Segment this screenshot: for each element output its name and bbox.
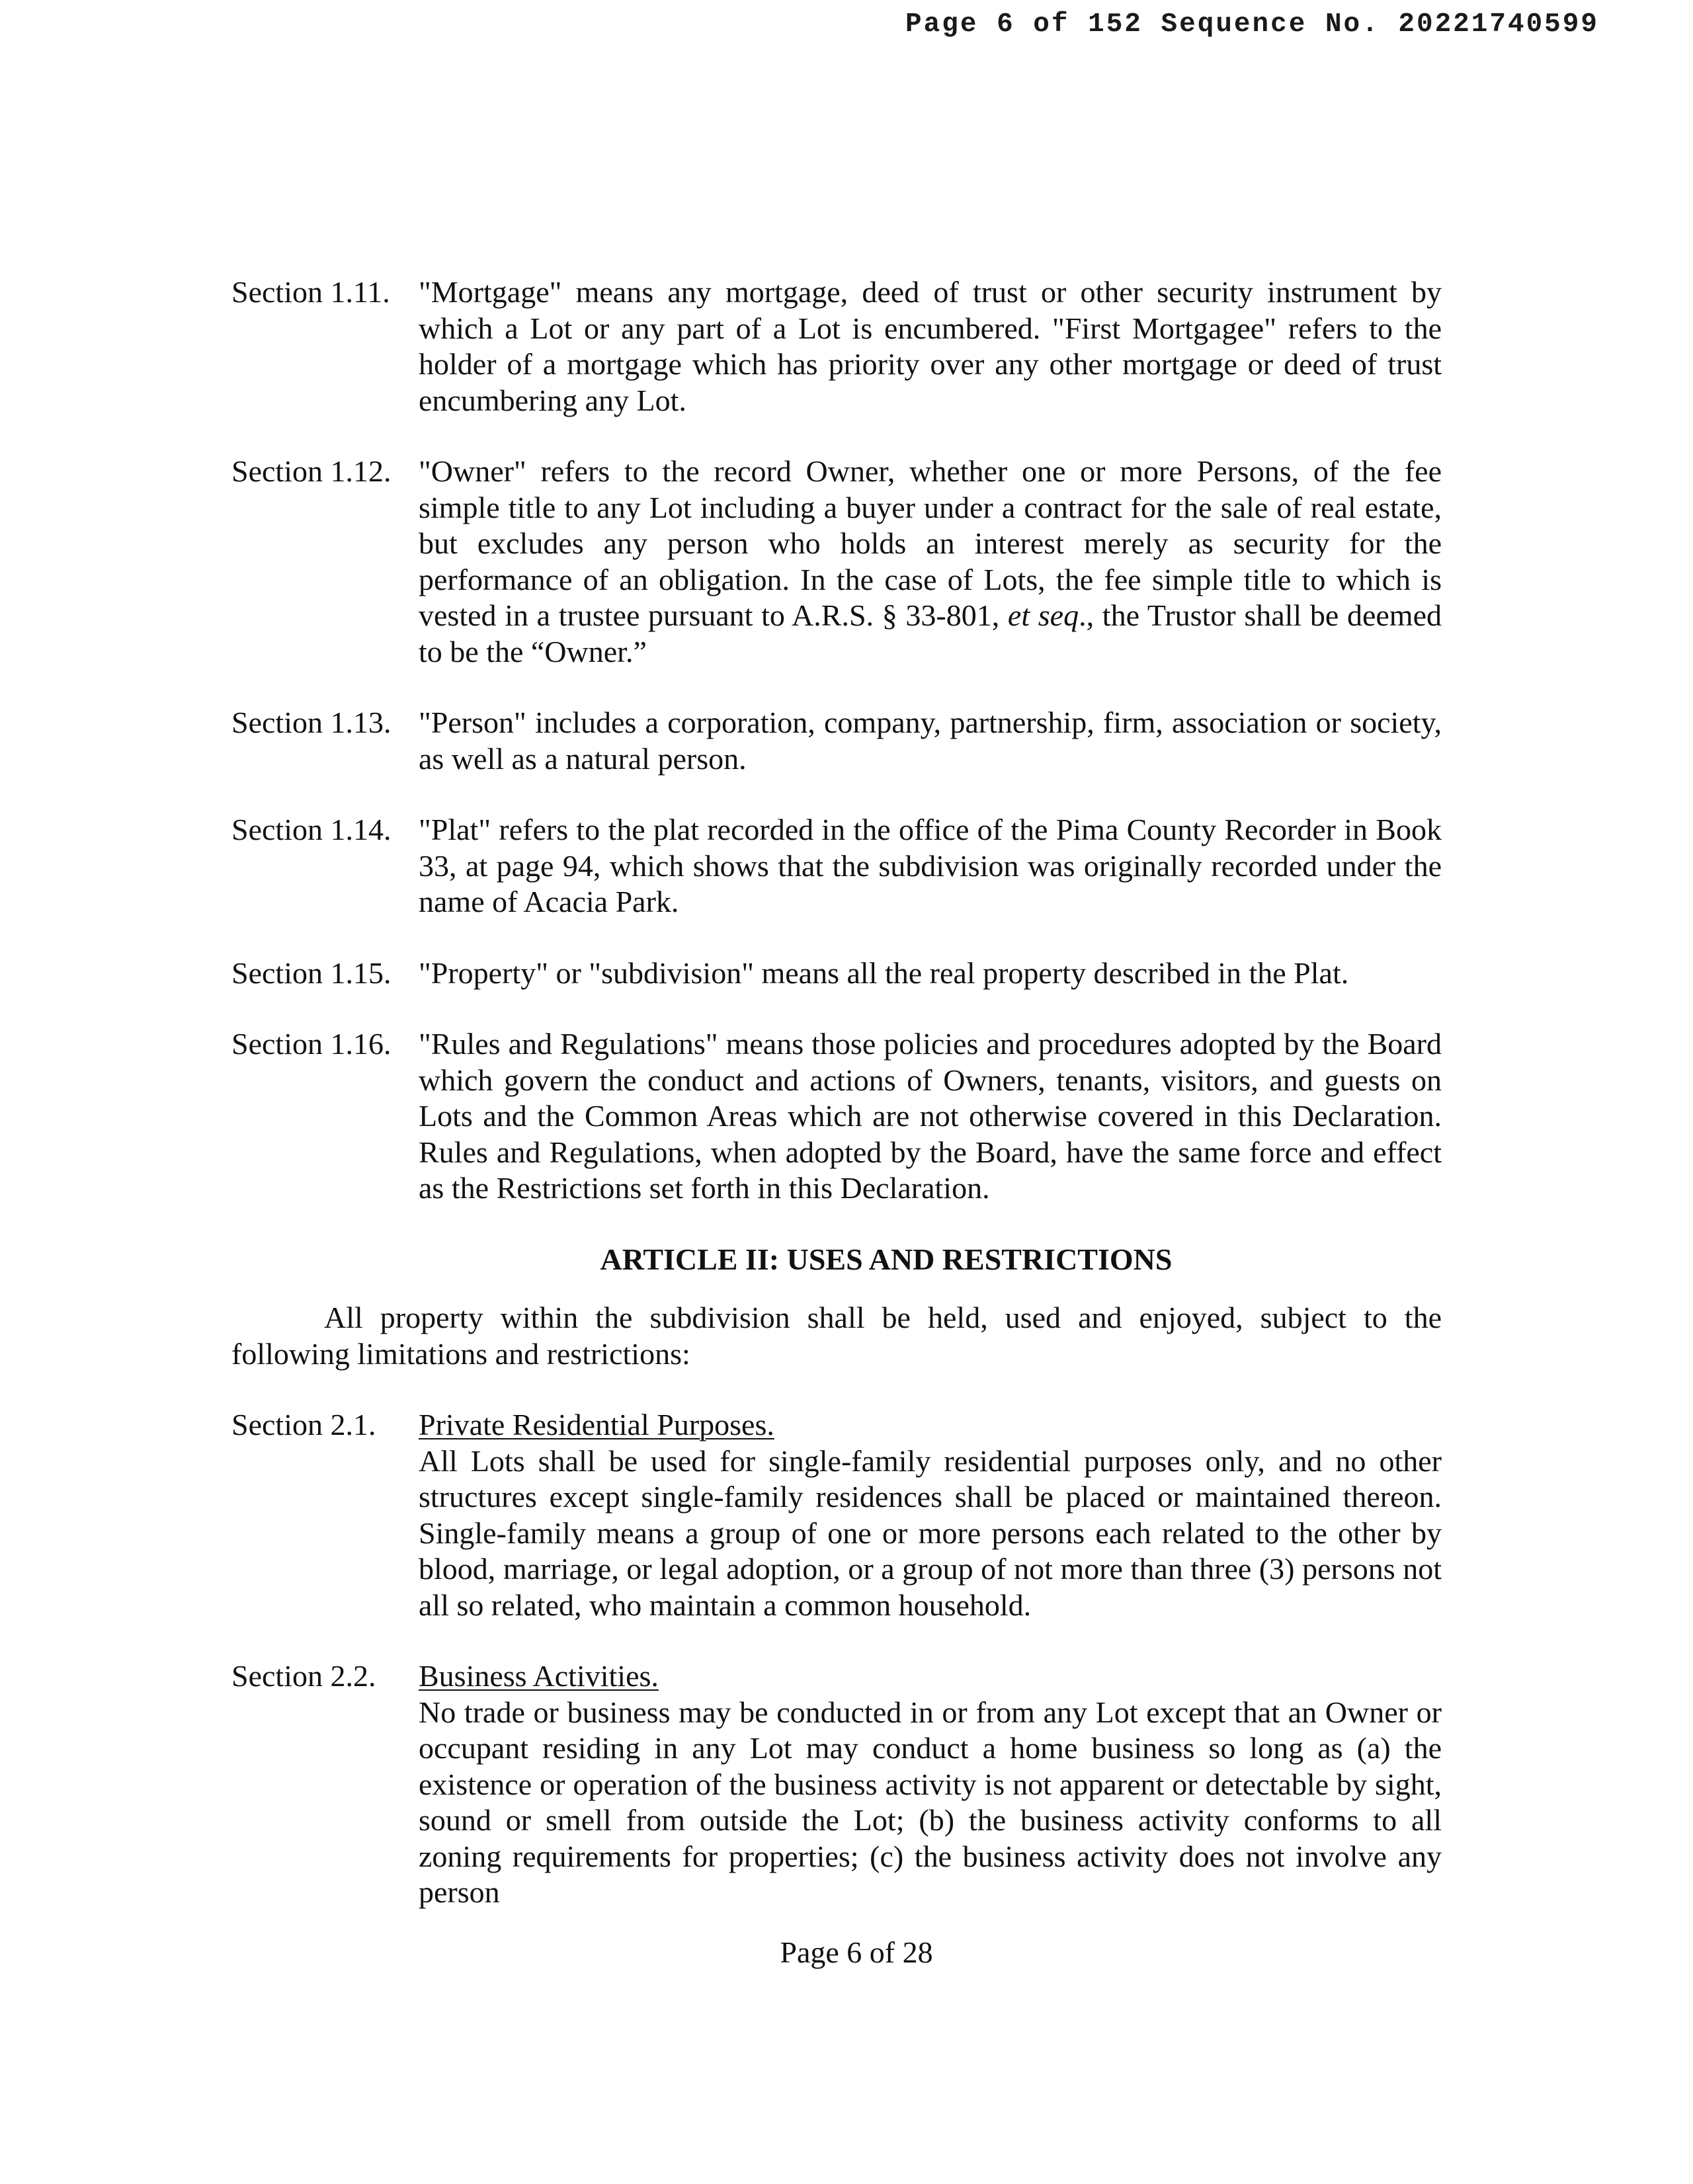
section-number: Section 2.2.	[231, 1659, 376, 1693]
italic-term: et seq	[1007, 598, 1079, 632]
section-2-2	[231, 1658, 1442, 1911]
section-text: "Rules and Regulations" means those policies and procedures adopted by the Board which govern the conduct and actions of Owners, tenants, visitors, and guests on Lots and the Common Areas which are not otherwise covered in this Declaration. Rules and Regulations, when adopted by the Board, have the same force and effect as the Restrictions set forth in this Declaration.	[419, 1027, 1442, 1205]
section-text: No trade or business may be conducted in or from any Lot except that an Owner or occupant residing in any Lot may conduct a home business so long as (a) the existence or operation of the business activity is not apparent or detectable by sight, sound or smell from outside the Lot; (b) the business activity conforms to all zoning requirements for properties; (c) the business activity does not involve any person	[419, 1695, 1442, 1909]
section-text-part: ., the Trustor shall be deemed to be the “Owner.”	[419, 598, 1442, 668]
section-2-1	[231, 1407, 1442, 1623]
section-text: All Lots shall be used for single-family residential purposes only, and no other structures except single-family residences shall be placed or maintained thereon. Single-family means a group of one or more persons each related to the other by blood, marriage, or legal adoption, or a group of not more than three (3) persons not all so related, who maintain a common household.	[419, 1443, 1442, 1622]
section-content	[419, 1407, 1442, 1623]
section-text: "Person" includes a corporation, company, partnership, firm, association or society, as well as a natural person.	[419, 706, 1442, 776]
section-number: Section 1.11.	[231, 275, 390, 309]
section-1-16	[231, 1026, 1442, 1207]
section-text: "Property" or "subdivision" means all the real property described in the Plat.	[419, 955, 1349, 990]
recording-sequence-stamp: Page 6 of 152 Sequence No. 20221740599	[905, 9, 1599, 40]
article-intro: All property within the subdivision shall be held, used and enjoyed, subject to the following limitations and restrictions:	[231, 1301, 1442, 1371]
section-1-12	[231, 454, 1442, 670]
section-number: Section 1.12.	[231, 454, 392, 488]
article-heading: ARTICLE II: USES AND RESTRICTIONS	[600, 1242, 1173, 1276]
section-text: "Mortgage" means any mortgage, deed of trust or other security instrument by which a Lot or any part of a Lot is encumbered. "First Mortgagee" refers to the holder of a mortgage which has priority over any other mortgage or deed of trust encumbering any Lot.	[419, 275, 1442, 417]
section-1-11	[231, 274, 1442, 419]
document-body	[231, 274, 1442, 1911]
section-text	[419, 454, 1442, 670]
section-text: "Plat" refers to the plat recorded in the office of the Pima County Recorder in Book 33, at page 94, which shows that the subdivision was originally recorded under the name of Acacia Park.	[419, 813, 1442, 918]
section-text-part: "Owner" refers to the record Owner, whether one or more Persons, of the fee simple title to any Lot including a buyer under a contract for the sale of real estate, but excludes any person who holds an interest merely as security for the performance of an obligation. In the case of Lots, the fee simple title to which is vested in a trustee pursuant to A.R.S. § 33-801,	[419, 454, 1442, 632]
section-1-14	[231, 812, 1442, 920]
section-content	[419, 1658, 1442, 1911]
section-number: Section 1.13.	[231, 706, 392, 739]
section-number: Section 1.14.	[231, 813, 392, 846]
section-heading: Private Residential Purposes.	[419, 1408, 774, 1441]
section-1-15	[231, 955, 1442, 992]
section-heading: Business Activities.	[419, 1659, 659, 1693]
section-number: Section 2.1.	[231, 1408, 376, 1441]
page-footer-number: Page 6 of 28	[780, 1935, 933, 1969]
section-1-13	[231, 705, 1442, 777]
section-number: Section 1.16.	[231, 1027, 392, 1061]
section-number: Section 1.15.	[231, 955, 392, 990]
